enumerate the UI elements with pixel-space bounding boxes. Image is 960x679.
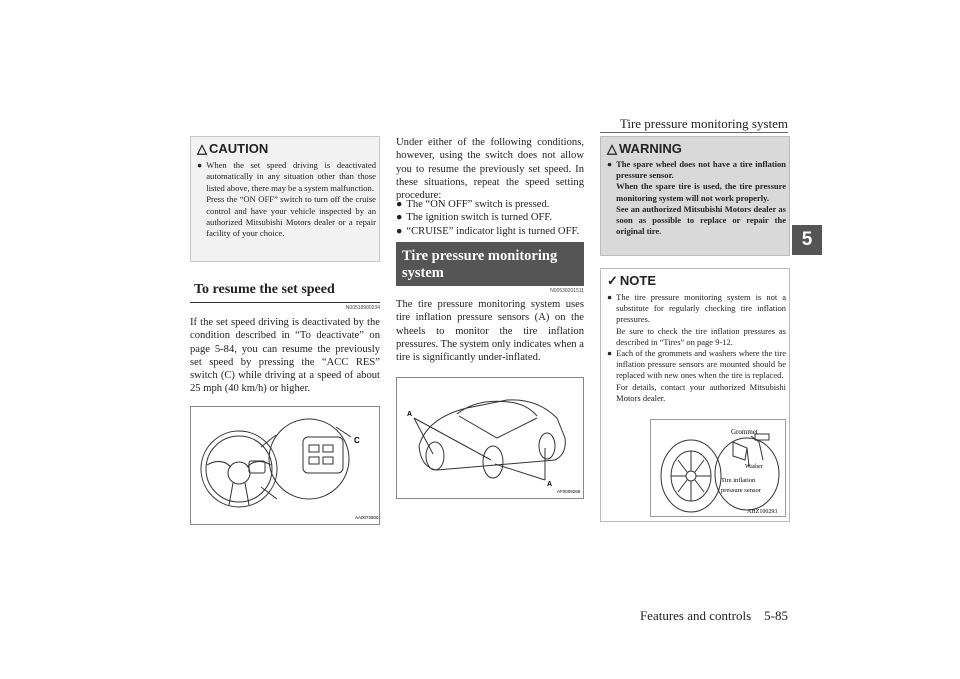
tpms-body-text: The tire pressure monitoring system uses tire inflation pressure sensors (A) on the wheels to monitor the tire inflation pressures. The system only indicates when a tire is significantly under-inflated. — [396, 299, 584, 364]
figure-code: AF0009266 — [557, 489, 581, 494]
condition-item — [396, 211, 584, 224]
page-header-title: Tire pressure monitoring system — [619, 116, 788, 131]
washer-label: Washer — [745, 464, 763, 470]
note-item — [607, 348, 786, 404]
bullet-icon: ● — [396, 199, 403, 210]
note-item — [607, 292, 786, 348]
warning-box — [600, 136, 790, 256]
steering-wheel-figure — [190, 406, 380, 525]
reference-number: N00530201511 — [550, 288, 584, 294]
warning-header — [601, 137, 789, 156]
warning-triangle-icon: △ — [197, 140, 207, 156]
condition-text: “CRUISE” indicator light is turned OFF. — [406, 225, 580, 237]
caution-box — [190, 136, 380, 262]
checkmark-icon: ✓ — [607, 272, 618, 288]
car-sensor-figure — [396, 377, 584, 499]
section-heading-resume: To resume the set speed — [190, 279, 380, 303]
bullet-icon: ● — [396, 212, 403, 224]
figure-label-c: C — [354, 436, 360, 445]
page-footer — [600, 608, 788, 624]
note-header — [601, 269, 789, 288]
steering-wheel-illustration — [191, 407, 379, 524]
sensor-label-line1: Tire inflation — [721, 477, 756, 484]
figure-code: AA0072800 — [355, 515, 379, 520]
section-heading-tpms: Tire pressure monitoring system — [396, 242, 584, 286]
note-item-text: The tire pressure monitoring system is not a substitute for regularly checking tire inflation pressures. Be sure to check the tire inflation pressures as described in “Tires” on page 9-12. — [616, 292, 786, 347]
caution-item — [197, 160, 376, 240]
caution-header — [191, 137, 379, 156]
bullet-icon: ● — [607, 348, 613, 359]
bullet-icon: ● — [607, 292, 613, 302]
tire-sensor-figure — [650, 419, 786, 517]
footer-page-number: 5-85 — [764, 608, 788, 623]
grommet-label: Grommet — [731, 428, 758, 436]
warning-triangle-icon: △ — [607, 140, 617, 156]
tire-illustration — [651, 420, 785, 516]
condition-text: The ignition switch is turned OFF. — [406, 212, 553, 224]
resume-body-text: If the set speed driving is deactivated by the condition described in “To deactivate” on page 5-84, you can resume the previously set speed by pressing the “ACC RES” switch (C) while driving at a speed of about 25 mph (40 km/h) or higher. — [190, 317, 380, 395]
bullet-icon: ● — [197, 160, 203, 170]
car-illustration — [397, 378, 583, 498]
warning-item — [607, 159, 786, 237]
figure-code: AHZ100293 — [747, 509, 778, 515]
condition-item — [396, 198, 584, 211]
middle-intro-text: Under either of the following conditions, however, using the switch does not allow you to resume the previously set speed. In these situations, repeat the speed setting procedure: — [396, 137, 584, 202]
header-rule — [600, 132, 788, 133]
caution-label: CAUTION — [209, 140, 269, 156]
footer-section: Features and controls — [639, 608, 752, 623]
sensor-label-line2: pressure sensor — [721, 487, 761, 494]
condition-text: The “ON OFF” switch is pressed. — [406, 199, 550, 210]
note-item-text: Each of the grommets and washers where the tire inflation pressure sensors are mounted should be replaced with new ones when the tire is replaced. For details, contact your authorized Mitsubishi Motors dealer. — [616, 348, 786, 403]
chapter-tab: 5 — [792, 225, 822, 255]
note-label: NOTE — [619, 272, 657, 288]
caution-item-text: When the set speed driving is deactivated automatically in any situation other than those listed above, there may be a system malfunction. Press the “ON OFF” switch to turn off the cruise control and have your vehicle inspected by an authorized Mitsubishi Motors dealer or a repair facility of your choice. — [206, 160, 376, 239]
figure-label-a-bottom: A — [547, 481, 553, 488]
reference-number: N00518900234 — [345, 305, 380, 311]
condition-item — [396, 225, 584, 238]
figure-label-a-top: A — [407, 411, 413, 418]
bullet-icon: ● — [607, 159, 613, 169]
warning-label: WARNING — [619, 140, 682, 156]
warning-text: The spare wheel does not have a tire inflation pressure sensor. When the spare tire is used, the tire pressure monitoring system will not work properly. See an authorized Mitsubishi Motors dealer as soon as possible to replace or repair the original tire. — [616, 159, 786, 237]
condition-list — [396, 198, 584, 238]
bullet-icon: ● — [396, 225, 403, 237]
